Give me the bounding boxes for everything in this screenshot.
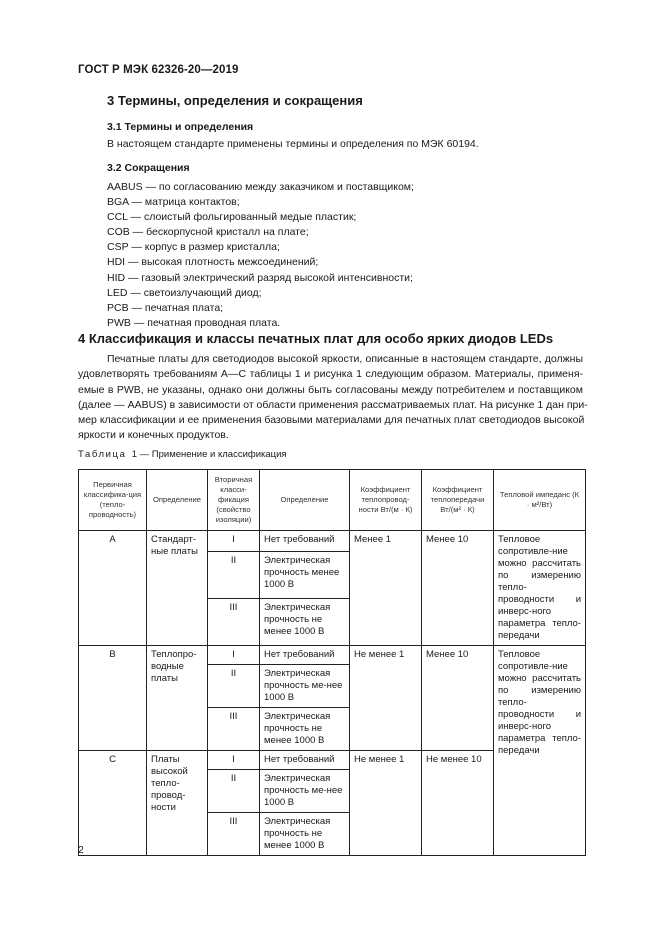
cell-sub-definition: Нет требований — [260, 751, 350, 770]
cell-secondary: II — [208, 665, 260, 708]
header-primary: Первичная классифика-ция (тепло-проводность) — [79, 470, 147, 531]
cell-primary: A — [79, 531, 147, 646]
header-secondary: Вторичная класси-фикация (свойство изоляции) — [208, 470, 260, 531]
cell-primary: B — [79, 646, 147, 751]
table-caption — [78, 449, 287, 460]
abbreviation-item: PWB — печатная проводная плата. — [107, 316, 281, 329]
abbreviation-list — [107, 180, 414, 331]
cell-k-conductivity: Не менее 1 — [350, 751, 422, 856]
paragraph-line: мер классификации и ее применения базовыми материалами для печатных плат светодиодов высокой — [78, 414, 585, 427]
classification-table — [78, 469, 586, 856]
paragraph-line: удовлетворять требованиям А—С таблицы 1 и рисунка 1 следующим образом. Материалы, применя- — [78, 368, 583, 381]
cell-sub-definition: Электрическая прочность ме-нее 1000 В — [260, 665, 350, 708]
cell-k-conductivity: Менее 1 — [350, 531, 422, 646]
section-4-paragraph — [78, 352, 588, 444]
page-number: 2 — [78, 844, 84, 856]
section-3-title: 3 Термины, определения и сокращения — [107, 93, 363, 108]
header-impedance: Тепловой импеданс (К · м²/Вт) — [494, 470, 586, 531]
abbreviation-item: HID — газовый электрический разряд высокой интенсивности; — [107, 271, 413, 284]
abbreviation-item: COB — бескорпусной кристалл на плате; — [107, 226, 309, 239]
cell-impedance: Тепловое сопротивле-ние можно рассчитать по измерению тепло-проводности и инверс-ного параметра тепло-передачи — [494, 646, 586, 856]
section-3-1-title: 3.1 Термины и определения — [107, 121, 254, 133]
header-k-conductivity: Коэффициент теплопровод-ности Вт/(м · К) — [350, 470, 422, 531]
cell-secondary: III — [208, 598, 260, 645]
cell-k-conductivity: Не менее 1 — [350, 646, 422, 751]
paragraph-line: Печатные платы для светодиодов высокой яркости, описанные в настоящем стандарте, должны — [107, 353, 583, 365]
header-k-transfer: Коэффициент теплопередачи Вт/(м² · К) — [422, 470, 494, 531]
table-row — [79, 531, 586, 552]
abbreviation-item: BGA — матрица контактов; — [107, 196, 240, 209]
cell-secondary: II — [208, 770, 260, 813]
table-header-row — [79, 470, 586, 531]
header-definition: Определение — [147, 470, 208, 531]
table-caption-prefix: Таблица — [78, 449, 127, 460]
cell-sub-definition: Электрическая прочность менее 1000 В — [260, 551, 350, 598]
paragraph-line: емые в PWB, не указаны, однако они должны быть согласованы между потребителем и поставщиком — [78, 383, 583, 396]
abbreviation-item: CCL — слоистый фольгированный медые пластик; — [107, 211, 357, 224]
cell-definition: Стандарт-ные платы — [147, 531, 208, 646]
cell-secondary: I — [208, 531, 260, 552]
cell-sub-definition: Электрическая прочность не менее 1000 В — [260, 708, 350, 751]
cell-secondary: III — [208, 813, 260, 856]
cell-secondary: I — [208, 751, 260, 770]
cell-k-transfer: Не менее 10 — [422, 751, 494, 856]
cell-secondary: III — [208, 708, 260, 751]
section-3-1-text: В настоящем стандарте применены термины и определения по МЭК 60194. — [107, 138, 479, 150]
cell-secondary: I — [208, 646, 260, 665]
cell-k-transfer: Менее 10 — [422, 531, 494, 646]
cell-sub-definition: Нет требований — [260, 531, 350, 552]
cell-definition: Теплопро-водные платы — [147, 646, 208, 751]
doc-header: ГОСТ Р МЭК 62326-20—2019 — [78, 64, 239, 76]
cell-definition: Платы высокой тепло-провод-ности — [147, 751, 208, 856]
cell-secondary: II — [208, 551, 260, 598]
paragraph-line: яркости и конечных продуктов. — [78, 429, 229, 442]
abbreviation-item: AABUS — по согласованию между заказчиком и поставщиком; — [107, 181, 414, 193]
cell-impedance: Тепловое сопротивле-ние можно рассчитать по измерению тепло-проводности и инверс-ного параметра тепло-передачи — [494, 531, 586, 646]
header-definition-2: Определение — [260, 470, 350, 531]
abbreviation-item: HDI — высокая плотность межсоединений; — [107, 256, 319, 269]
section-3-2-title: 3.2 Сокращения — [107, 162, 190, 174]
table-caption-text: 1 — Применение и классификация — [131, 449, 287, 460]
table-row — [79, 646, 586, 665]
abbreviation-item: PCB — печатная плата; — [107, 301, 224, 314]
cell-sub-definition: Электрическая прочность не менее 1000 В — [260, 598, 350, 645]
cell-sub-definition: Электрическая прочность не менее 1000 В — [260, 813, 350, 856]
abbreviation-item: CSP — корпус в размер кристалла; — [107, 241, 280, 254]
cell-sub-definition: Нет требований — [260, 646, 350, 665]
paragraph-line: (далее — AABUS) в зависимости от области применения рассматриваемых плат. На рисунке 1 дан при- — [78, 398, 588, 411]
abbreviation-item: LED — светоизлучающий диод; — [107, 286, 262, 299]
cell-sub-definition: Электрическая прочность ме-нее 1000 В — [260, 770, 350, 813]
cell-primary: C — [79, 751, 147, 856]
section-4-title: 4 Классификация и классы печатных плат для особо ярких диодов LEDs — [78, 331, 554, 346]
cell-k-transfer: Менее 10 — [422, 646, 494, 751]
